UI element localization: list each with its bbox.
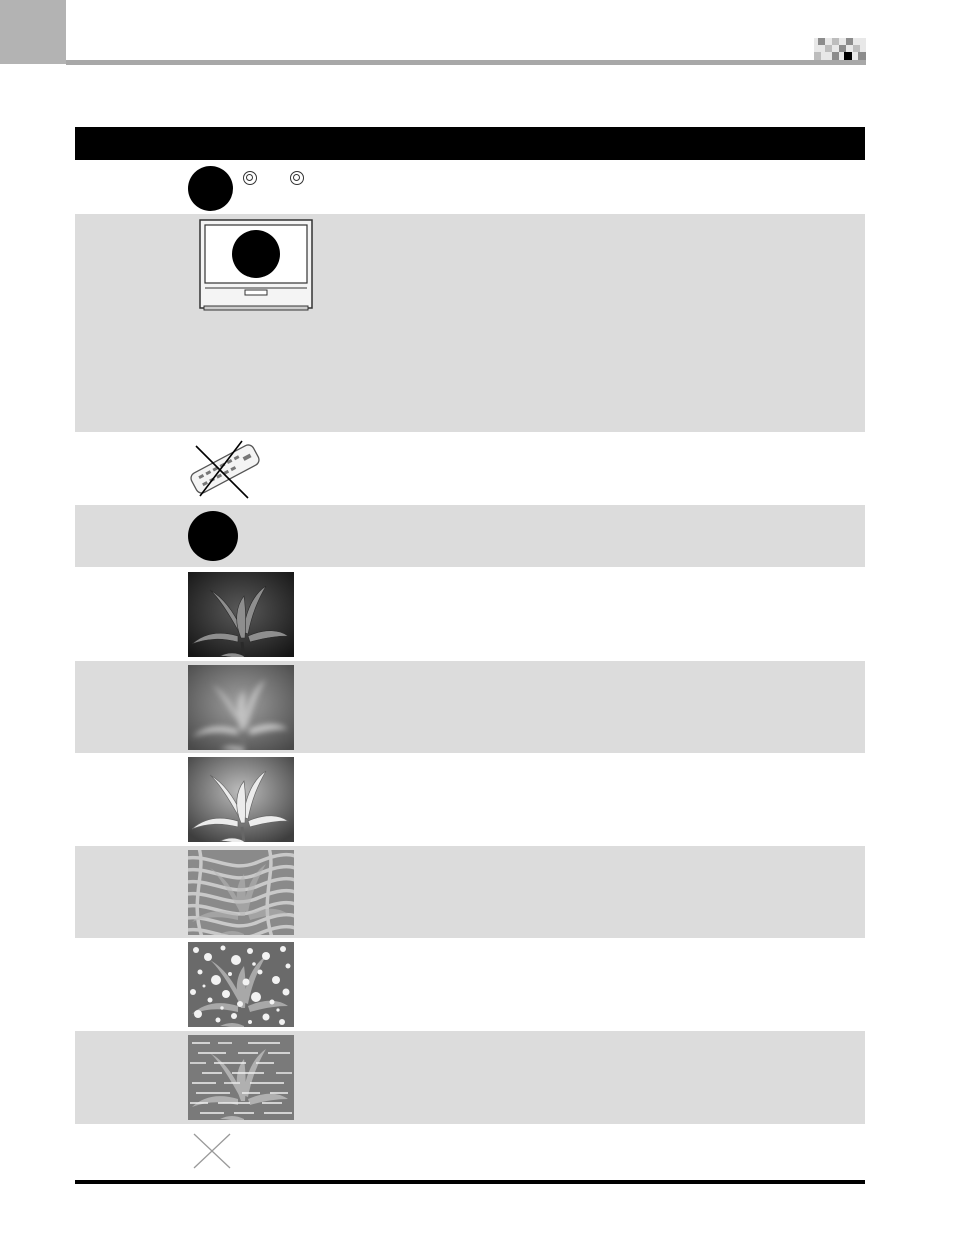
table-row bbox=[75, 505, 865, 567]
page-corner-tab bbox=[0, 0, 66, 64]
remote-control-crossed-out-icon bbox=[188, 436, 263, 502]
table-row bbox=[75, 432, 865, 505]
cross-mark-icon bbox=[192, 1132, 232, 1170]
checker-pattern-decoration bbox=[814, 38, 866, 60]
lily-photo-snow-dots bbox=[188, 942, 294, 1027]
ring-button-icon bbox=[243, 171, 257, 185]
lily-photo-blurred bbox=[188, 665, 294, 750]
lily-photo-normal bbox=[188, 572, 294, 657]
table-row bbox=[75, 661, 865, 753]
table-row bbox=[75, 161, 865, 214]
table-row bbox=[75, 938, 865, 1031]
table-bottom-rule bbox=[75, 1180, 865, 1184]
ring-button-icon bbox=[290, 171, 304, 185]
table-row bbox=[75, 214, 865, 432]
black-circle-icon bbox=[188, 511, 238, 561]
lily-photo-horizontal-noise-lines bbox=[188, 1035, 294, 1120]
table-row bbox=[75, 567, 865, 661]
table-row bbox=[75, 1031, 865, 1124]
table-row bbox=[75, 1124, 865, 1178]
table-header-bar bbox=[75, 127, 865, 160]
header-rule bbox=[66, 60, 866, 65]
table-row bbox=[75, 846, 865, 938]
black-circle-icon bbox=[188, 166, 233, 211]
lily-photo-bright bbox=[188, 757, 294, 842]
lily-photo-wavy-stripes bbox=[188, 850, 294, 935]
tv-set-icon bbox=[198, 218, 314, 312]
table-row bbox=[75, 753, 865, 846]
